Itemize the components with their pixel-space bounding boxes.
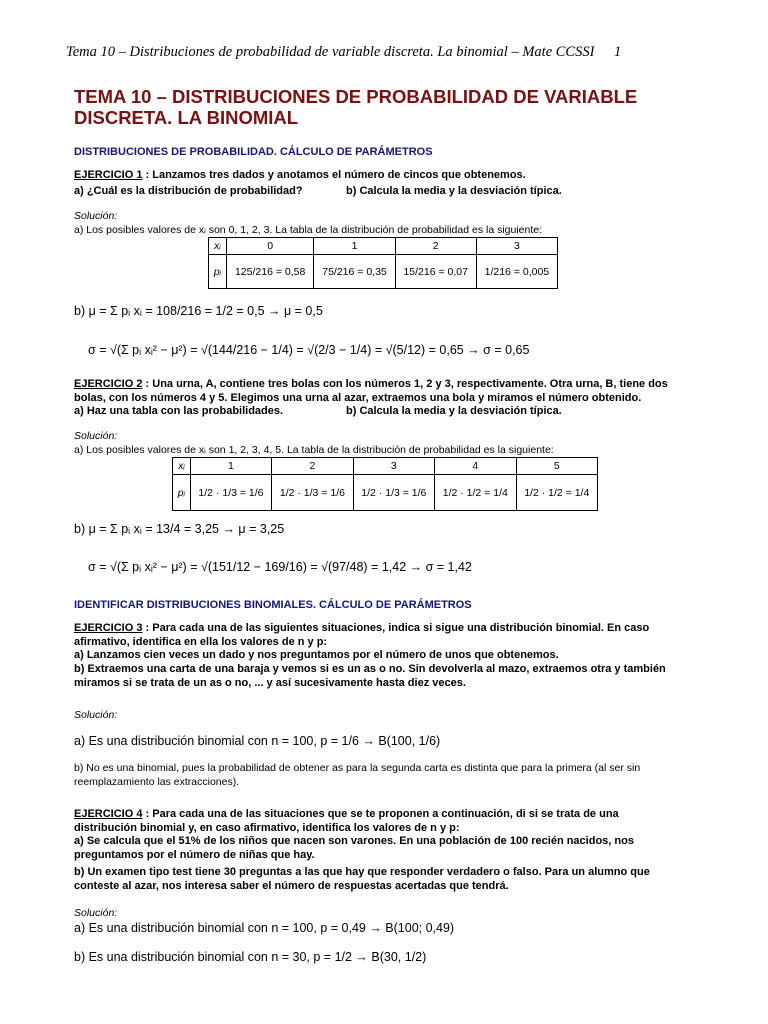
table-cell: 1 xyxy=(314,238,395,255)
table-row xyxy=(209,255,558,289)
table-cell: 125/216 = 0,58 xyxy=(226,255,314,289)
page-number: 1 xyxy=(614,44,622,60)
exercise-2-std-dev: σ = √(Σ pᵢ xᵢ² − μ²) = √(151/12 − 169/16) = √(97/48) = 1,42 → σ = 1,42 xyxy=(88,560,472,574)
exercise-2-text: : Una urna, A, contiene tres bolas con los números 1, 2 y 3, respectivamente. Otra urna, B, tiene dos bolas, con los números 4 y 5. Elegimos una urna al azar, extraemos una bola y miramos el número obtenido. xyxy=(74,378,668,404)
exercise-1-mean: b) μ = Σ pᵢ xᵢ = 108/216 = 1/2 = 0,5 → μ = 0,5 xyxy=(74,304,323,318)
table-cell: pᵢ xyxy=(209,255,227,289)
exercise-2-question-b: b) Calcula la media y la desviación típica. xyxy=(346,405,562,417)
exercise-1-text: : Lanzamos tres dados y anotamos el número de cincos que obtenemos. xyxy=(142,169,526,181)
page-title: TEMA 10 – DISTRIBUCIONES DE PROBABILIDAD DE VARIABLE DISCRETA. LA BINOMIAL xyxy=(74,86,638,128)
exercise-4-label: EJERCICIO 4 xyxy=(74,808,143,820)
exercise-3-solution-label: Solución: xyxy=(74,709,118,721)
table-cell: 1/2 · 1/3 = 1/6 xyxy=(190,475,271,511)
exercise-4-question-b: b) Un examen tipo test tiene 30 preguntas a las que hay que responder verdadero o falso. Para un alumno que conteste al azar, nos interesa saber el número de respuestas acertadas que tendrá. xyxy=(74,866,650,892)
exercise-3-question-b: b) Extraemos una carta de una baraja y vemos si es un as o no. Sin devolverla al mazo, extraemos otra y también miramos si se trata de un as o no, ... y así sucesivamente hasta diez veces. xyxy=(74,663,666,689)
table-row xyxy=(173,458,598,475)
exercise-1-std-dev: σ = √(Σ pᵢ xᵢ² − μ²) = √(144/216 − 1/4) = √(2/3 − 1/4) = √(5/12) = 0,65 → σ = 0,65 xyxy=(88,343,530,357)
table-cell: xᵢ xyxy=(173,458,191,475)
table-cell: 75/216 = 0,35 xyxy=(314,255,395,289)
table-cell: 3 xyxy=(353,458,434,475)
exercise-3-label: EJERCICIO 3 xyxy=(74,622,143,634)
table-cell: 2 xyxy=(272,458,353,475)
exercise-4-question-a: a) Se calcula que el 51% de los niños que nacen son varones. En una población de 100 recién nacidos, nos preguntamos por el número de niñas que hay. xyxy=(74,835,634,861)
exercise-1-distribution-table xyxy=(208,237,558,289)
exercise-2 xyxy=(74,378,674,405)
exercise-4-solution-b: b) Es una distribución binomial con n = 30, p = 1/2 → B(30, 1/2) xyxy=(74,950,427,964)
exercise-2-distribution-table xyxy=(172,457,598,511)
exercise-3-question-a: a) Lanzamos cien veces un dado y nos preguntamos por el número de unos que obtenemos. xyxy=(74,649,559,661)
exercise-1-intro: a) Los posibles valores de xᵢ son 0, 1, 2, 3. La tabla de la distribución de probabilidad es la siguiente: xyxy=(74,224,543,236)
exercise-1-solution-label: Solución: xyxy=(74,210,118,222)
table-cell: 4 xyxy=(435,458,516,475)
exercise-1-question-a: a) ¿Cuál es la distribución de probabilidad? xyxy=(74,185,303,197)
exercise-1-question-b: b) Calcula la media y la desviación típica. xyxy=(346,185,562,197)
table-cell: 2 xyxy=(395,238,476,255)
exercise-4 xyxy=(74,808,674,835)
exercise-1 xyxy=(74,169,674,183)
table-cell: 1/2 · 1/2 = 1/4 xyxy=(435,475,516,511)
table-cell: 1 xyxy=(190,458,271,475)
exercise-2-solution-label: Solución: xyxy=(74,430,118,442)
exercise-3 xyxy=(74,622,674,649)
table-cell: 3 xyxy=(476,238,557,255)
running-header: Tema 10 – Distribuciones de probabilidad de variable discreta. La binomial – Mate CCSSI xyxy=(66,44,595,60)
table-row xyxy=(209,238,558,255)
exercise-3-solution-b: b) No es una binomial, pues la probabilidad de obtener as para la segunda carta es distinta que para la primera (al ser sin reemplazamiento las extracciones). xyxy=(74,762,641,788)
exercise-3-text: : Para cada una de las siguientes situaciones, indica si sigue una distribución binomial. En caso afirmativo, identifica en ella los valores de n y p: xyxy=(74,622,650,648)
table-cell: xᵢ xyxy=(209,238,227,255)
table-cell: pᵢ xyxy=(173,475,191,511)
exercise-4-solution-label: Solución: xyxy=(74,907,118,919)
exercise-2-intro: a) Los posibles valores de xᵢ son 1, 2, 3, 4, 5. La tabla de la distribución de probabilidad es la siguiente: xyxy=(74,444,554,456)
exercise-1-label: EJERCICIO 1 xyxy=(74,169,143,181)
table-cell: 1/216 = 0,005 xyxy=(476,255,557,289)
exercise-4-solution-a: a) Es una distribución binomial con n = 100, p = 0,49 → B(100; 0,49) xyxy=(74,921,455,935)
section-title-2: IDENTIFICAR DISTRIBUCIONES BINOMIALES. CÁLCULO DE PARÁMETROS xyxy=(74,599,472,611)
table-cell: 1/2 · 1/3 = 1/6 xyxy=(353,475,434,511)
table-cell: 0 xyxy=(226,238,314,255)
exercise-2-mean: b) μ = Σ pᵢ xᵢ = 13/4 = 3,25 → μ = 3,25 xyxy=(74,522,285,536)
table-cell: 5 xyxy=(516,458,598,475)
exercise-2-label: EJERCICIO 2 xyxy=(74,378,143,390)
table-cell: 1/2 · 1/3 = 1/6 xyxy=(272,475,353,511)
exercise-2-question-a: a) Haz una tabla con las probabilidades. xyxy=(74,405,284,417)
table-row xyxy=(173,475,598,511)
table-cell: 1/2 · 1/2 = 1/4 xyxy=(516,475,598,511)
section-title-1: DISTRIBUCIONES DE PROBABILIDAD. CÁLCULO DE PARÁMETROS xyxy=(74,146,433,158)
table-cell: 15/216 = 0,07 xyxy=(395,255,476,289)
exercise-4-text: : Para cada una de las situaciones que se te proponen a continuación, di si se trata de una distribución binomial y, en caso afirmativo, identifica los valores de n y p: xyxy=(74,808,619,834)
exercise-3-solution-a: a) Es una distribución binomial con n = 100, p = 1/6 → B(100, 1/6) xyxy=(74,734,441,748)
